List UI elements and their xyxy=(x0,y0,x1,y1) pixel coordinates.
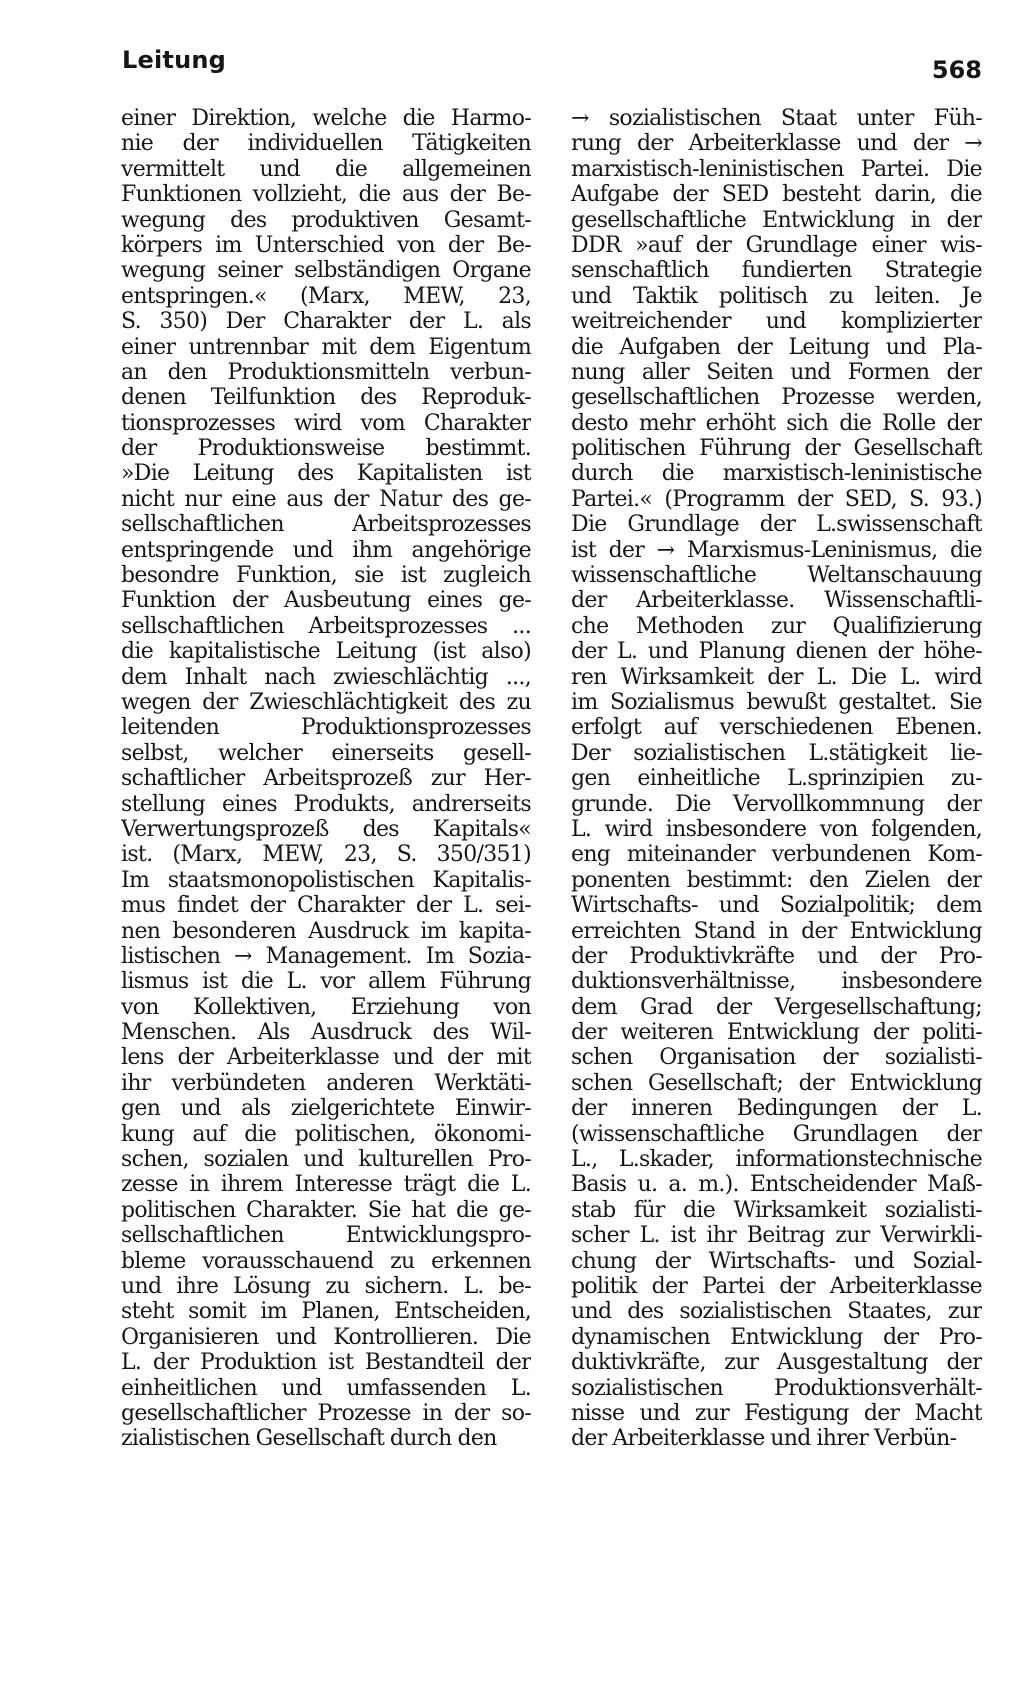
text-line: einer Direktion, welche die Harmo- xyxy=(121,106,531,131)
text-line: sozialistischen Produktionsverhält- xyxy=(571,1375,982,1401)
text-line: von Kollektiven, Erziehung von xyxy=(121,994,531,1020)
text-line: Verwertungsprozeß des Kapitals« xyxy=(121,816,531,842)
text-line: gesellschaftlichen Prozesse werden, xyxy=(571,385,982,411)
text-line: zialistischen Gesellschaft durch den xyxy=(121,1426,497,1452)
left-text-column xyxy=(121,106,531,1452)
text-line: und ihre Lösung zu sichern. L. be- xyxy=(121,1273,531,1299)
text-line: lismus ist die L. vor allem Führung xyxy=(121,969,531,995)
text-line: nie der individuellen Tätigkeiten xyxy=(121,131,531,157)
text-line: wegen der Zwieschlächtigkeit des zu xyxy=(121,689,531,715)
text-line: duktivkräfte, zur Ausgestaltung der xyxy=(571,1350,982,1376)
text-line: → sozialistischen Staat unter Füh- xyxy=(571,106,982,131)
text-line: schaftlicher Arbeitsprozeß zur Her- xyxy=(121,766,531,792)
right-text-column xyxy=(571,106,982,1452)
text-line: Aufgabe der SED besteht darin, die xyxy=(571,182,982,208)
text-line: sellschaftlichen Arbeitsprozesses xyxy=(121,512,531,538)
text-line: DDR »auf der Grundlage einer wis- xyxy=(571,232,982,258)
text-line: der Arbeiterklasse. Wissenschaftli- xyxy=(571,588,982,614)
text-line: Wirtschafts- und Sozialpolitik; dem xyxy=(571,893,982,919)
text-line: Funktion der Ausbeutung eines ge- xyxy=(121,588,531,614)
text-line: nisse und zur Festigung der Macht xyxy=(571,1400,982,1426)
text-line: stab für die Wirksamkeit sozialisti- xyxy=(571,1197,982,1223)
text-line: Partei.« (Programm der SED, S. 93.) xyxy=(571,486,982,512)
text-line: rung der Arbeiterklasse und der → xyxy=(571,131,982,157)
text-line: Der sozialistischen L.stätigkeit lie- xyxy=(571,740,982,766)
text-line: entspringende und ihm angehörige xyxy=(121,537,531,563)
text-line: der Produktionsweise bestimmt. xyxy=(121,436,531,462)
text-line: listischen → Management. Im Sozia- xyxy=(121,943,531,969)
text-line: Funktionen vollzieht, die aus der Be- xyxy=(121,182,531,208)
text-line: duktionsverhältnisse, insbesondere xyxy=(571,969,982,995)
text-line: die kapitalistische Leitung (ist also) xyxy=(121,639,531,665)
text-line: schen Gesellschaft; der Entwicklung xyxy=(571,1070,982,1096)
text-line: marxistisch-leninistischen Partei. Die xyxy=(571,156,982,182)
text-line: sellschaftlichen Entwicklungspro- xyxy=(121,1223,531,1249)
text-line: körpers im Unterschied von der Be- xyxy=(121,232,531,258)
text-line: der L. und Planung dienen der höhe- xyxy=(571,639,982,665)
text-line: bleme vorausschauend zu erkennen xyxy=(121,1248,531,1274)
text-line: Im staatsmonopolistischen Kapitalis- xyxy=(121,867,531,893)
text-line: scher L. ist ihr Beitrag zur Verwirkli- xyxy=(571,1223,982,1249)
text-line: chung der Wirtschafts- und Sozial- xyxy=(571,1248,982,1274)
text-line: steht somit im Planen, Entscheiden, xyxy=(121,1299,531,1325)
text-line: Basis u. a. m.). Entscheidender Maß- xyxy=(571,1172,982,1198)
text-line: L. der Produktion ist Bestandteil der xyxy=(121,1350,531,1376)
text-line: erfolgt auf verschiedenen Ebenen. xyxy=(571,715,982,741)
text-line: vermittelt und die allgemeinen xyxy=(121,156,531,182)
text-line: stellung eines Produkts, andrerseits xyxy=(121,791,531,817)
text-line: gesellschaftlicher Prozesse in der so- xyxy=(121,1400,531,1426)
text-line: nen besonderen Ausdruck im kapita- xyxy=(121,918,531,944)
text-line: politik der Partei der Arbeiterklasse xyxy=(571,1273,982,1299)
text-line: lens der Arbeiterklasse und der mit xyxy=(121,1045,531,1071)
text-line: tionsprozesses wird vom Charakter xyxy=(121,410,531,436)
text-line: dem Grad der Vergesellschaftung; xyxy=(571,994,982,1020)
text-line: der Arbeiterklasse und ihrer Verbün- xyxy=(571,1426,957,1452)
entry-heading: Leitung xyxy=(122,46,227,74)
text-line: nicht nur eine aus der Natur des ge- xyxy=(121,486,531,512)
text-line: gen und als zielgerichtete Einwir- xyxy=(121,1096,531,1122)
text-line: einheitlichen und umfassenden L. xyxy=(121,1375,531,1401)
text-line: wegung des produktiven Gesamt- xyxy=(121,207,531,233)
text-line: weitreichender und komplizierter xyxy=(571,309,982,335)
text-line: selbst, welcher einerseits gesell- xyxy=(121,740,531,766)
text-line: ren Wirksamkeit der L. Die L. wird xyxy=(571,664,982,690)
text-line: Menschen. Als Ausdruck des Wil- xyxy=(121,1020,531,1046)
text-line: schen Organisation der sozialisti- xyxy=(571,1045,982,1071)
text-line: ponenten bestimmt: den Zielen der xyxy=(571,867,982,893)
text-line: politischen Führung der Gesellschaft xyxy=(571,436,982,462)
text-line: ihr verbündeten anderen Werktäti- xyxy=(121,1070,531,1096)
text-line: desto mehr erhöht sich die Rolle der xyxy=(571,410,982,436)
text-line: wegung seiner selbständigen Organe xyxy=(121,258,531,284)
text-line: durch die marxistisch-leninistische xyxy=(571,461,982,487)
text-line: ist der → Marxismus-Leninismus, die xyxy=(571,537,982,563)
text-line: an den Produktionsmitteln verbun- xyxy=(121,359,531,385)
text-line: schen, sozialen und kulturellen Pro- xyxy=(121,1147,531,1173)
text-line: der weiteren Entwicklung der politi- xyxy=(571,1020,982,1046)
text-line: Die Grundlage der L.swissenschaft xyxy=(571,512,982,538)
text-line: leitenden Produktionsprozesses xyxy=(121,715,531,741)
text-line: die Aufgaben der Leitung und Pla- xyxy=(571,334,982,360)
text-line: der inneren Bedingungen der L. xyxy=(571,1096,982,1122)
text-line: der Produktivkräfte und der Pro- xyxy=(571,943,982,969)
text-line: »Die Leitung des Kapitalisten ist xyxy=(121,461,531,487)
text-line: dem Inhalt nach zwieschlächtig ..., xyxy=(121,664,531,690)
text-line: zesse in ihrem Interesse trägt die L. xyxy=(121,1172,531,1198)
text-line: und des sozialistischen Staates, zur xyxy=(571,1299,982,1325)
text-line: dynamischen Entwicklung der Pro- xyxy=(571,1324,982,1350)
text-line: entspringen.« (Marx, MEW, 23, xyxy=(121,283,531,309)
text-line: (wissenschaftliche Grundlagen der xyxy=(571,1121,982,1147)
page-number: 568 xyxy=(931,56,982,84)
text-line: im Sozialismus bewußt gestaltet. Sie xyxy=(571,689,982,715)
text-line: eng miteinander verbundenen Kom- xyxy=(571,842,982,868)
text-line: gesellschaftliche Entwicklung in der xyxy=(571,207,982,233)
text-line: Organisieren und Kontrollieren. Die xyxy=(121,1324,531,1350)
text-line: gen einheitliche L.sprinzipien zu- xyxy=(571,766,982,792)
text-line: und Taktik politisch zu leiten. Je xyxy=(571,283,982,309)
text-line: erreichten Stand in der Entwicklung xyxy=(571,918,982,944)
text-line: ist. (Marx, MEW, 23, S. 350/351) xyxy=(121,842,531,868)
text-line: L. wird insbesondere von folgenden, xyxy=(571,816,982,842)
text-line: politischen Charakter. Sie hat die ge- xyxy=(121,1197,531,1223)
text-line: wissenschaftliche Weltanschauung xyxy=(571,563,982,589)
text-line: mus findet der Charakter der L. sei- xyxy=(121,893,531,919)
text-line: einer untrennbar mit dem Eigentum xyxy=(121,334,531,360)
text-line: S. 350) Der Charakter der L. als xyxy=(121,309,531,335)
text-line: che Methoden zur Qualifizierung xyxy=(571,613,982,639)
text-line: L., L.skader, informationstechnische xyxy=(571,1147,982,1173)
text-line: senschaftlich fundierten Strategie xyxy=(571,258,982,284)
text-line: besondre Funktion, sie ist zugleich xyxy=(121,563,531,589)
text-line: nung aller Seiten und Formen der xyxy=(571,359,982,385)
text-line: denen Teilfunktion des Reproduk- xyxy=(121,385,531,411)
text-line: grunde. Die Vervollkommnung der xyxy=(571,791,982,817)
text-line: sellschaftlichen Arbeitsprozesses ... xyxy=(121,613,531,639)
text-line: kung auf die politischen, ökonomi- xyxy=(121,1121,531,1147)
